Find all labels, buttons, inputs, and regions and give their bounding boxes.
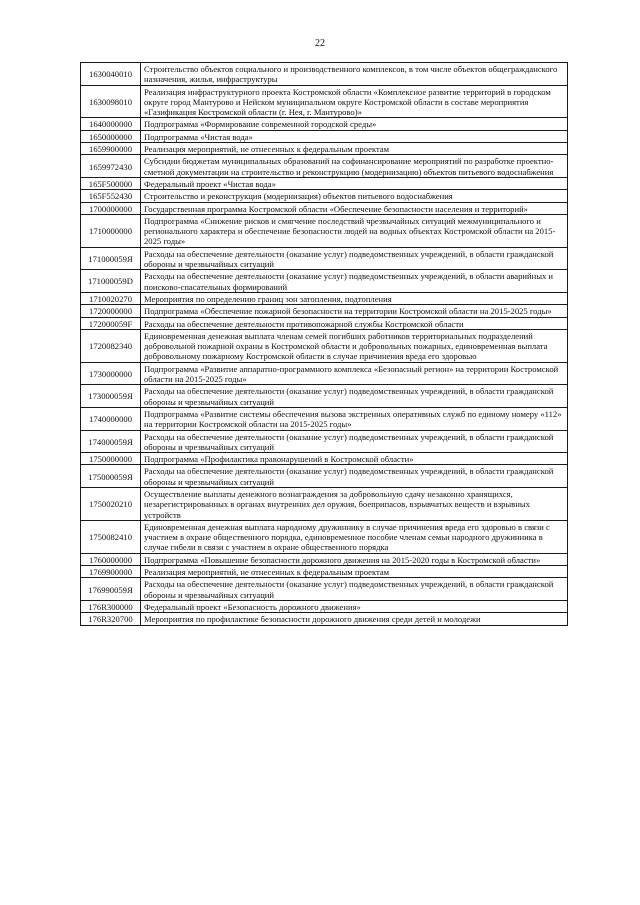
row-description-cell: Осуществление выплаты денежного вознаграждения за добровольную сдачу незаконно хранящихся, незарегистрированных в органах внутренних дел оружия, боеприпасов, взрывчатых веществ и взрывных устройств <box>141 487 568 520</box>
row-code-cell: 1659900000 <box>81 143 141 155</box>
row-code-cell: 165F552430 <box>81 190 141 202</box>
row-code-cell: 1750020210 <box>81 487 141 520</box>
row-code-cell: 171000059Я <box>81 247 141 270</box>
table-row <box>81 613 568 625</box>
page-number: 22 <box>315 38 325 49</box>
table-row <box>81 600 568 612</box>
table-row <box>81 247 568 270</box>
row-code-cell: 171000059D <box>81 270 141 293</box>
row-code-cell: 1740000000 <box>81 407 141 430</box>
row-description-cell: Мероприятия по определению границ зон затопления, подтопления <box>141 292 568 304</box>
row-description-cell: Строительство и реконструкция (модернизация) объектов питьевого водоснабжения <box>141 190 568 202</box>
row-description-cell: Расходы на обеспечение деятельности (оказание услуг) подведомственных учреждений, в области гражданской обороны и чрезвычайных ситуаций <box>141 430 568 453</box>
row-code-cell: 174000059Я <box>81 430 141 453</box>
row-description-cell: Строительство объектов социального и производственного комплексов, в том числе объектов общегражданского назначения, жилья, инфраструктуры <box>141 63 568 86</box>
row-description-cell: Подпрограмма «Развитие системы обеспечения вызова экстренных оперативных служб по единому номеру «112» на территории Костромской области на 2015-2025 годы» <box>141 407 568 430</box>
row-description-cell: Федеральный проект «Чистая вода» <box>141 177 568 189</box>
row-description-cell: Субсидии бюджетам муниципальных образований на софинансирование мероприятий по разработке проектно-сметной документации на строительство и реконструкцию (модернизацию) объектов питьевого водоснабжения <box>141 155 568 178</box>
table-row <box>81 202 568 214</box>
row-code-cell: 172000059F <box>81 317 141 329</box>
table-row <box>81 130 568 142</box>
row-code-cell: 1659972430 <box>81 155 141 178</box>
table-row <box>81 155 568 178</box>
row-code-cell: 1769900000 <box>81 566 141 578</box>
table-row <box>81 85 568 118</box>
table-row <box>81 578 568 601</box>
row-description-cell: Расходы на обеспечение деятельности (оказание услуг) подведомственных учреждений, в области гражданской обороны и чрезвычайных ситуаций <box>141 465 568 488</box>
row-description-cell: Подпрограмма «Обеспечение пожарной безопасности на территории Костромской области на 2015-2025 годы» <box>141 305 568 317</box>
row-code-cell: 1750082410 <box>81 520 141 553</box>
table-row <box>81 385 568 408</box>
table-row <box>81 520 568 553</box>
row-description-cell: Расходы на обеспечение деятельности (оказание услуг) подведомственных учреждений, в области аварийных и поисково-спасательных формирований <box>141 270 568 293</box>
row-code-cell: 176R320700 <box>81 613 141 625</box>
table-row <box>81 362 568 385</box>
table-row <box>81 305 568 317</box>
table-row <box>81 430 568 453</box>
table-row <box>81 566 568 578</box>
row-code-cell: 1720082340 <box>81 329 141 362</box>
row-description-cell: Расходы на обеспечение деятельности (оказание услуг) подведомственных учреждений, в области гражданской обороны и чрезвычайных ситуаций <box>141 578 568 601</box>
row-description-cell: Реализация мероприятий, не отнесенных к федеральным проектам <box>141 143 568 155</box>
row-description-cell: Расходы на обеспечение деятельности (оказание услуг) подведомственных учреждений, в области гражданской обороны и чрезвычайных ситуаций <box>141 247 568 270</box>
row-code-cell: 1710020270 <box>81 292 141 304</box>
budget-code-table <box>80 62 568 626</box>
table-row <box>81 63 568 86</box>
row-description-cell: Единовременная денежная выплата народному дружиннику в случае причинения вреда его здоровью в связи с участием в охране общественного порядка, единовременное пособие членам семьи народного дружинника в случае гибели в связи с участием в охране общественного порядка <box>141 520 568 553</box>
row-description-cell: Единовременная денежная выплата членам семей погибших работников территориальных подразделений добровольной пожарной охраны в Костромской области и добровольных пожарных, единовременная выплата добровольному пожарному Костромской области в случае причинения вреда его здоровью <box>141 329 568 362</box>
table-row <box>81 214 568 247</box>
row-description-cell: Подпрограмма «Снижение рисков и смягчение последствий чрезвычайных ситуаций межмуниципального и регионального характера и обеспечение безопасности людей на водных объектах Костромской области на 2015-2025 годы» <box>141 214 568 247</box>
table-row <box>81 465 568 488</box>
row-description-cell: Реализация инфраструктурного проекта Костромской области «Комплексное развитие территорий в городском округе город Мантурово и Нейском муниципальном округе Костромской области в составе мероприятия «Газификация Костромской области (г. Нея, г. Мантурово)» <box>141 85 568 118</box>
table-row <box>81 292 568 304</box>
row-code-cell: 175000059Я <box>81 465 141 488</box>
row-description-cell: Государственная программа Костромской области «Обеспечение безопасности населения и территорий» <box>141 202 568 214</box>
table-row <box>81 487 568 520</box>
table-row <box>81 453 568 465</box>
table-row <box>81 317 568 329</box>
row-code-cell: 1760000000 <box>81 553 141 565</box>
table-row <box>81 118 568 130</box>
row-code-cell: 176990059Я <box>81 578 141 601</box>
row-code-cell: 1750000000 <box>81 453 141 465</box>
row-description-cell: Подпрограмма «Развитие аппаратно-программного комплекса «Безопасный регион» на территории Костромской области на 2015-2025 годы» <box>141 362 568 385</box>
row-code-cell: 1730000000 <box>81 362 141 385</box>
row-code-cell: 176R300000 <box>81 600 141 612</box>
table-row <box>81 553 568 565</box>
row-description-cell: Расходы на обеспечение деятельности (оказание услуг) подведомственных учреждений, в области гражданской обороны и чрезвычайных ситуаций <box>141 385 568 408</box>
row-description-cell: Подпрограмма «Профилактика правонарушений в Костромской области» <box>141 453 568 465</box>
row-code-cell: 1640000000 <box>81 118 141 130</box>
table-body <box>81 63 568 626</box>
table-row <box>81 177 568 189</box>
row-code-cell: 1710000000 <box>81 214 141 247</box>
table-row <box>81 329 568 362</box>
row-code-cell: 1650000000 <box>81 130 141 142</box>
row-description-cell: Подпрограмма «Повышение безопасности дорожного движения на 2015-2020 годы в Костромской области» <box>141 553 568 565</box>
row-description-cell: Расходы на обеспечение деятельности противопожарной службы Костромской области <box>141 317 568 329</box>
row-code-cell: 173000059Я <box>81 385 141 408</box>
row-description-cell: Подпрограмма «Формирование современной городской среды» <box>141 118 568 130</box>
row-code-cell: 1630098010 <box>81 85 141 118</box>
row-description-cell: Федеральный проект «Безопасность дорожного движения» <box>141 600 568 612</box>
row-description-cell: Мероприятия по профилактике безопасности дорожного движения среди детей и молодежи <box>141 613 568 625</box>
table-row <box>81 407 568 430</box>
row-code-cell: 1630040010 <box>81 63 141 86</box>
table-row <box>81 190 568 202</box>
row-description-cell: Реализация мероприятий, не отнесенных к федеральным проектам <box>141 566 568 578</box>
row-code-cell: 165F500000 <box>81 177 141 189</box>
table-row <box>81 143 568 155</box>
table-row <box>81 270 568 293</box>
row-code-cell: 1700000000 <box>81 202 141 214</box>
row-description-cell: Подпрограмма «Чистая вода» <box>141 130 568 142</box>
row-code-cell: 1720000000 <box>81 305 141 317</box>
